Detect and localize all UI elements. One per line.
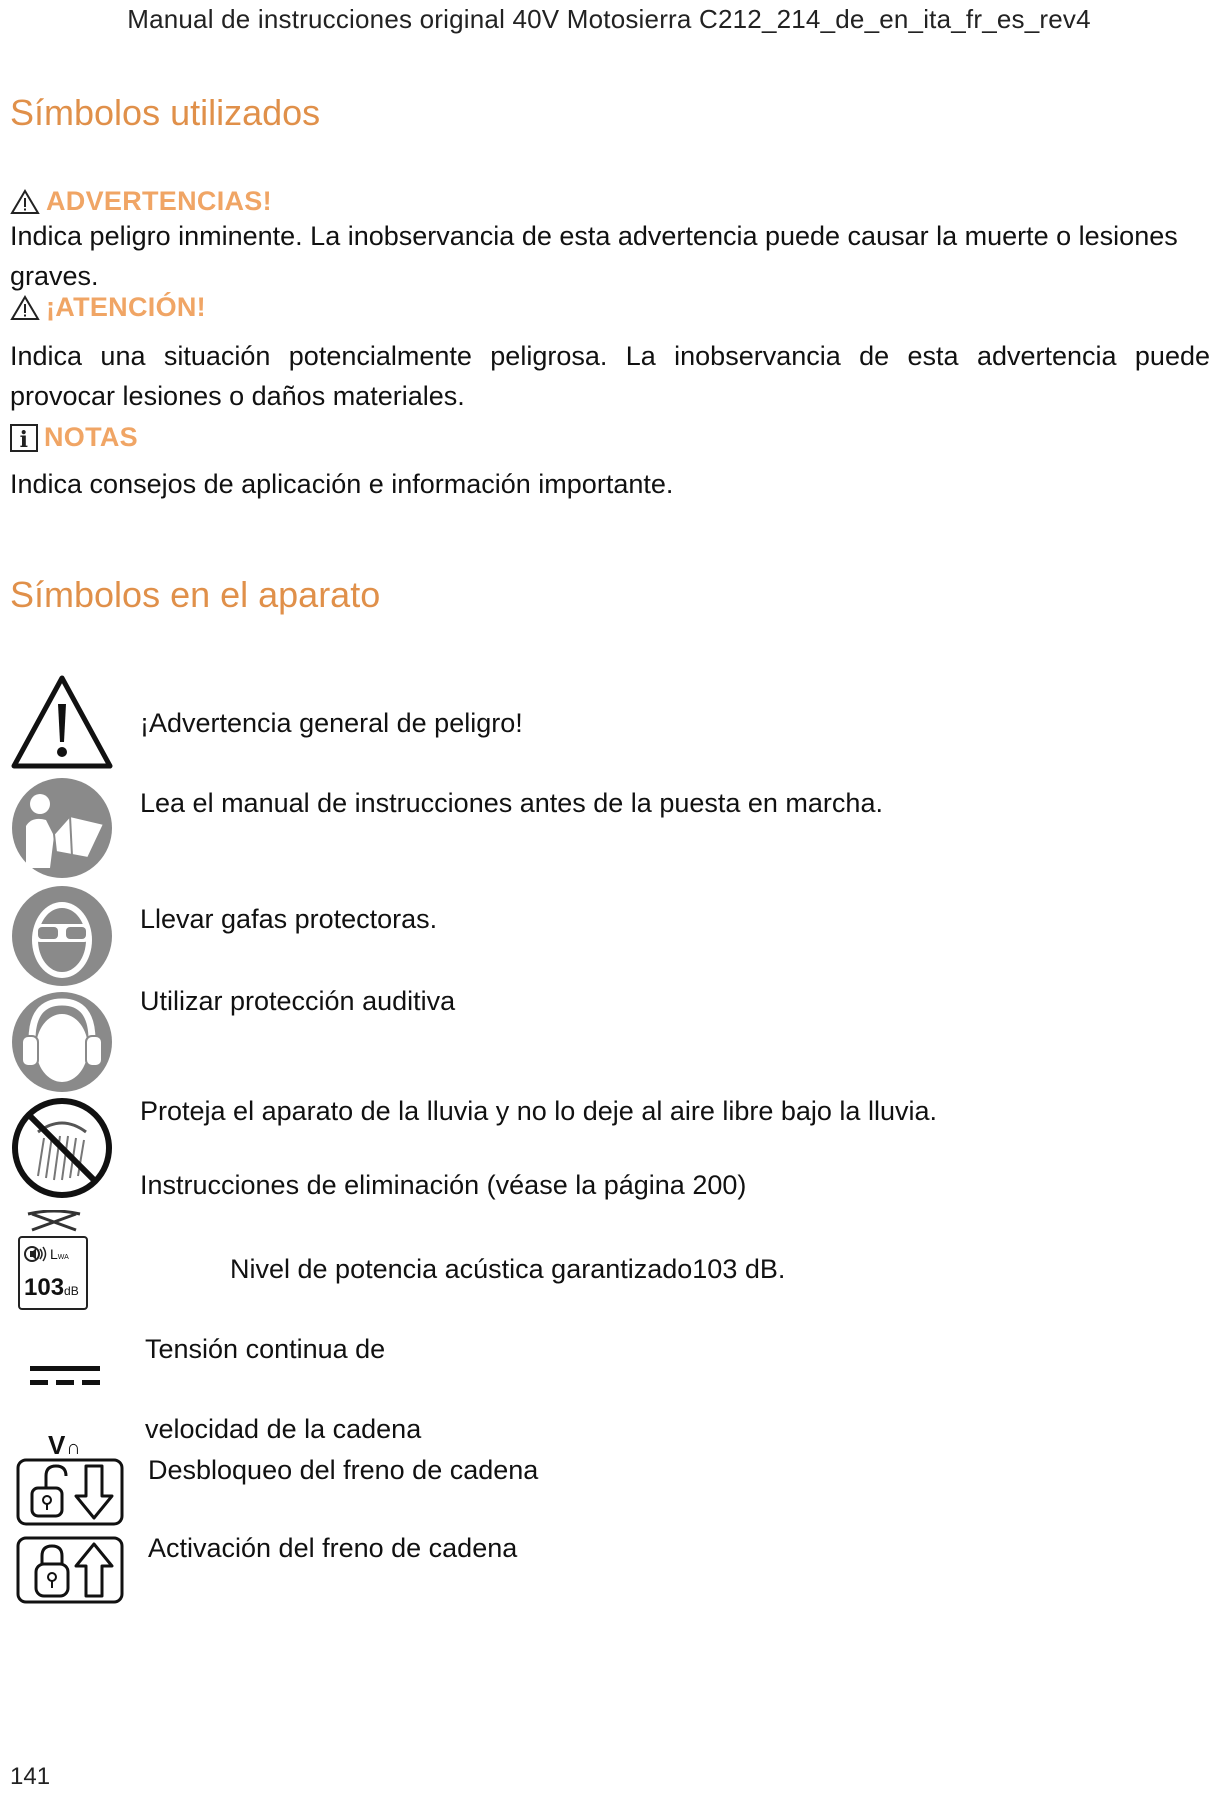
lwa-label: L bbox=[50, 1246, 58, 1262]
no-rain-icon bbox=[10, 1096, 114, 1205]
section-title-symbols-on-device: Símbolos en el aparato bbox=[10, 574, 381, 615]
ear-protection-icon bbox=[10, 990, 114, 1099]
symbol-text-read-manual: Lea el manual de instrucciones antes de la puesta en marcha. bbox=[140, 788, 883, 818]
symbol-text-dc-voltage: Tensión continua de bbox=[145, 1334, 386, 1364]
document-header: Manual de instrucciones original 40V Motosierra C212_214_de_en_ita_fr_es_rev4 bbox=[127, 4, 1091, 34]
symbol-text-general-warning: ¡Advertencia general de peligro! bbox=[140, 708, 523, 738]
symbol-text-sound-power: Nivel de potencia acústica garantizado103 dB. bbox=[230, 1254, 786, 1284]
chain-speed-icon-arc: ∩ bbox=[66, 1437, 82, 1459]
symbol-text-goggles: Llevar gafas protectoras. bbox=[140, 904, 438, 934]
speaker-icon bbox=[24, 1244, 48, 1264]
svg-text:i: i bbox=[19, 426, 29, 452]
attention-label-text: ¡ATENCIÓN! bbox=[46, 292, 206, 322]
notes-text: Indica consejos de aplicación e información importante. bbox=[10, 469, 674, 499]
chain-brake-unlock-icon bbox=[16, 1458, 124, 1531]
warnings-text: Indica peligro inminente. La inobservancia de esta advertencia puede causar la muerte o lesiones graves. bbox=[10, 221, 1178, 291]
lwa-sub-label: WA bbox=[57, 1253, 69, 1261]
info-icon bbox=[10, 424, 38, 452]
symbol-text-chain-speed: velocidad de la cadena bbox=[145, 1414, 422, 1444]
notes-label bbox=[10, 422, 138, 453]
page-number: 141 bbox=[10, 1763, 51, 1790]
notes-label-text: NOTAS bbox=[44, 422, 138, 452]
warning-triangle-icon bbox=[10, 189, 40, 215]
attention-text: Indica una situación potencialmente peligrosa. La inobservancia de esta advertencia puede provocar lesiones o daños materiales. bbox=[10, 341, 1210, 411]
symbol-text-brake-unlock: Desbloqueo del freno de cadena bbox=[148, 1455, 539, 1485]
safety-goggles-icon bbox=[10, 884, 114, 993]
chain-speed-icon-label: V bbox=[48, 1430, 67, 1460]
symbol-text-ear-protection: Utilizar protección auditiva bbox=[140, 986, 456, 1016]
attention-label bbox=[10, 292, 206, 323]
section-title-symbols-used: Símbolos utilizados bbox=[10, 92, 321, 133]
sound-level-number: 103 bbox=[24, 1274, 65, 1301]
warnings-label bbox=[10, 186, 272, 217]
direct-current-icon bbox=[30, 1364, 100, 1393]
symbol-text-no-rain: Proteja el aparato de la lluvia y no lo deje al aire libre bajo la lluvia. bbox=[140, 1096, 937, 1126]
sound-level-top bbox=[24, 1244, 69, 1264]
warning-triangle-icon bbox=[10, 672, 114, 777]
read-manual-icon bbox=[10, 776, 114, 885]
symbol-text-brake-lock: Activación del freno de cadena bbox=[148, 1533, 518, 1563]
chain-brake-lock-icon bbox=[16, 1536, 124, 1609]
weee-disposal-icon bbox=[26, 1210, 82, 1237]
sound-level-value bbox=[24, 1274, 79, 1302]
chain-speed-icon bbox=[48, 1430, 82, 1461]
symbol-text-disposal: Instrucciones de eliminación (véase la página 200) bbox=[140, 1170, 747, 1200]
sound-level-unit: dB bbox=[64, 1284, 79, 1298]
sound-power-level-icon bbox=[18, 1236, 88, 1310]
warnings-label-text: ADVERTENCIAS! bbox=[46, 186, 272, 216]
warning-triangle-icon bbox=[10, 295, 40, 321]
